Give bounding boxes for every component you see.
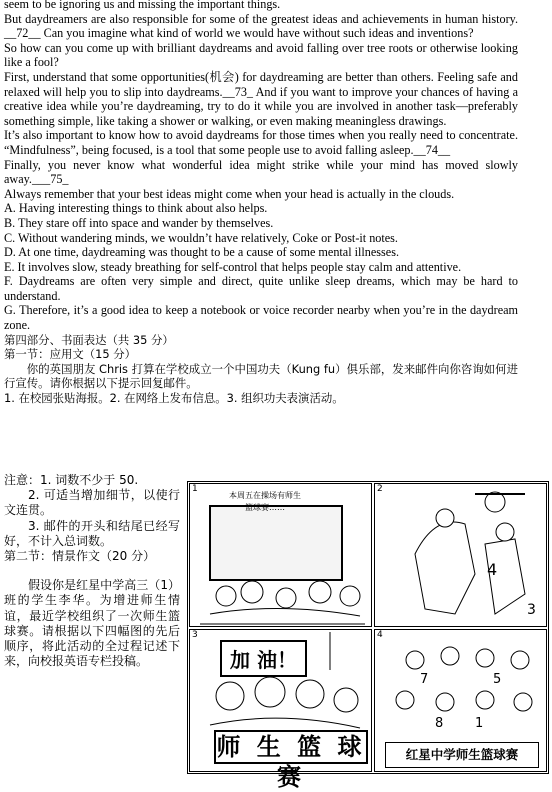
section-heading: 第四部分、书面表达（共 35 分） — [4, 332, 174, 347]
option-e: E. It involves slow, steady breathing for self-control that helps people stay calm and attentive. — [4, 259, 462, 274]
comic-panel-2 — [374, 483, 547, 627]
passage-paragraph: Finally, you never know what wonderful idea might strike while your mind has moved slowly away.___75_ — [4, 157, 518, 187]
passage-line: seem to be ignoring us and missing the important things. — [4, 0, 281, 11]
panel-number: 4 — [377, 630, 383, 640]
jersey-number: 4 — [487, 560, 498, 579]
part1-heading: 第一节：应用文（15 分） — [4, 347, 137, 362]
reading-passage — [4, 0, 518, 406]
option-g: G. Therefore, it’s a good idea to keep a notebook or voice recorder nearby when you’re in the daydream zone. — [4, 303, 518, 333]
passage-paragraph: First, understand that some opportunities(机会) for daydreaming are better than others. Feeling safe and relaxed will help you to slip into daydreams.__73_ And if you want to improve your chances of having a creative idea while you’re daydreaming, try to do it while you are involved in another task—preferably something simple, like taking a shower or walking, or even making meaningless drawings. — [4, 69, 518, 128]
comic-panel-4 — [374, 629, 547, 772]
note-3: 3. 邮件的开头和结尾已经写好，不计入总词数。 — [4, 518, 180, 548]
part2-instructions: 假设你是红星中学高三（1）班的学生李华。为增进师生情谊，最近学校组织了一次师生篮球赛。请根据以下四幅图的先后顺序，将此活动的全过程记述下来，向校报英语专栏投稿。 — [4, 578, 180, 669]
part1-points: 1. 在校园张贴海报。2. 在网络上发布信息。3. 组织功夫表演活动。 — [4, 391, 344, 406]
cheer-sign: 加 油！ — [220, 640, 307, 677]
match-banner: 师 生 篮 球 赛 — [214, 730, 368, 764]
comic-panel-3 — [189, 629, 372, 791]
jersey-number: 3 — [527, 602, 536, 618]
part2-heading: 第二节：情景作文（20 分） — [4, 549, 156, 564]
comic-panels — [187, 481, 549, 791]
note-1: 注意：1. 词数不少于 50. — [4, 473, 139, 487]
panel-number: 1 — [192, 484, 198, 494]
option-b: B. They stare off into space and wander by themselves. — [4, 215, 274, 230]
school-banner: 红星中学师生篮球赛 — [385, 742, 539, 768]
jersey-number: 8 — [435, 716, 444, 731]
option-d: D. At one time, daydreaming was thought to be a cause of some mental illnesses. — [4, 245, 399, 260]
blackboard-notice: 本周五在操场有师生篮球赛…… — [229, 491, 301, 512]
passage-paragraph: So how can you come up with brilliant daydreams and avoid falling over tree roots or otherwise looking like a fool? — [4, 40, 518, 70]
comic-panel-1 — [189, 483, 372, 627]
panel-number: 3 — [192, 630, 198, 640]
option-c: C. Without wandering minds, we wouldn’t have relatively, Coke or Post-it notes. — [4, 230, 398, 245]
option-f: F. Daydreams are often very simple and direct, quite unlike sleep dreams, which may be hard to understand. — [4, 274, 518, 303]
writing-instructions — [4, 473, 180, 669]
basketball-game-drawing — [375, 484, 548, 628]
option-a: A. Having interesting things to think about also helps. — [4, 201, 268, 216]
jersey-number: 7 — [420, 672, 429, 687]
passage-paragraph: But daydreamers are also responsible for some of the greatest ideas and achievements in human history. __72__ Can you imagine what kind of world we would have without such ideas and inventions? — [4, 11, 518, 41]
part1-instructions: 你的英国朋友 Chris 打算在学校成立一个中国功夫（Kung fu）俱乐部，发来邮件向你咨询如何进行宣传。请你根据以下提示回复邮件。 — [4, 361, 518, 391]
note-2: 2. 可适当增加细节，以使行文连贯。 — [4, 488, 180, 518]
passage-paragraph: It’s also important to know how to avoid daydreams for those times when you really need to concentrate. “Mindfulness”, being focused, is a tool that some people use to avoid falling asleep.__74__ — [4, 128, 518, 157]
jersey-number: 5 — [493, 672, 502, 687]
jersey-number: 1 — [475, 716, 484, 731]
passage-paragraph: Always remember that your best ideas might come when your head is actually in the clouds. — [4, 186, 455, 201]
panel-number: 2 — [377, 484, 383, 494]
